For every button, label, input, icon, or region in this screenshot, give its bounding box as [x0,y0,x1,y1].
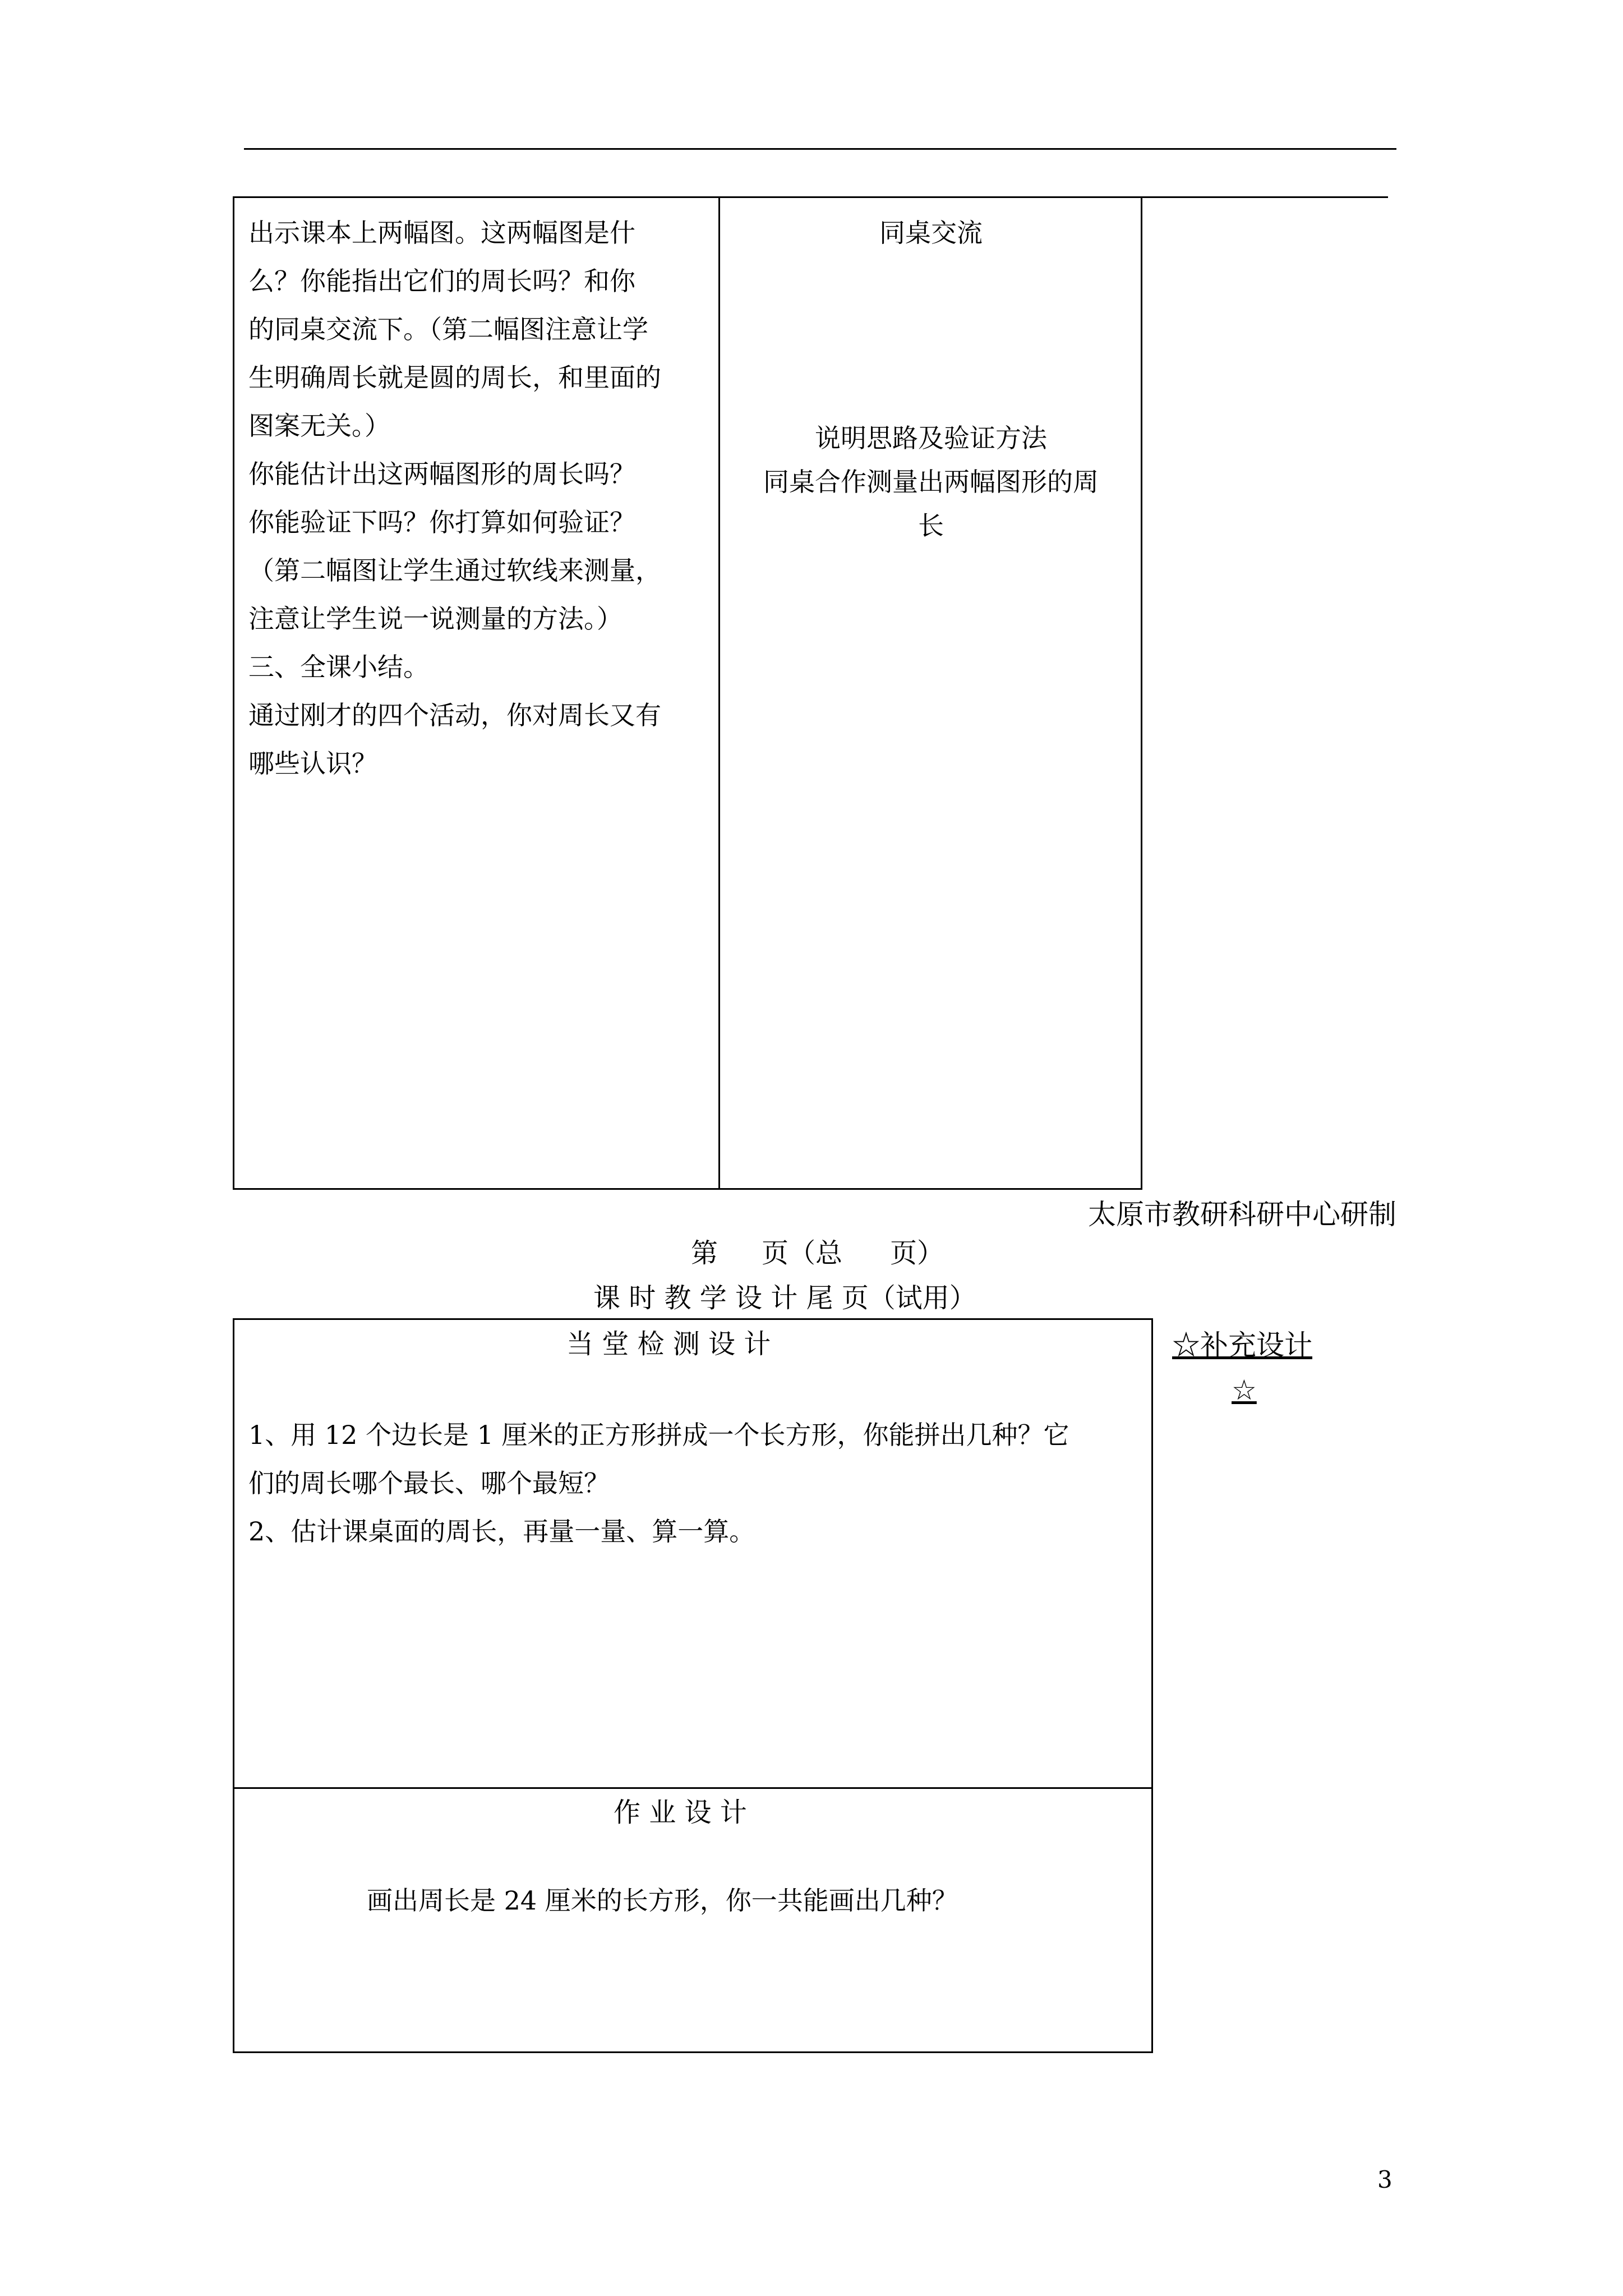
bottom-table-middle [233,1787,1153,1789]
question-line: 2、估计课桌面的周长，再量一量、算一算。 [248,1516,755,1547]
top-table-middle-first: 同桌交流 [879,218,983,248]
top-table-left-border [233,196,234,1189]
left-line: 通过刚才的四个活动，你对周长又有 [248,700,661,730]
page-count-di: 第 [691,1237,718,1269]
left-line: 你能验证下吗？你打算如何验证？ [248,507,635,537]
top-table-bottom-border [233,1188,1142,1190]
left-line: 注意让学生说一说测量的方法。） [248,604,623,634]
middle-line: 说明思路及验证方法 [815,423,1047,453]
left-line: 三、全课小结。 [248,652,429,682]
test-design-questions [248,1411,1069,1556]
top-table-divider-1 [718,196,720,1189]
section-title: 课 时 教 学 设 计 尾 页（试用） [593,1282,976,1314]
page-count-close: 页） [890,1237,944,1269]
left-line: 生明确周长就是圆的周长，和里面的 [248,362,661,393]
test-design-heading: 当 堂 检 测 设 计 [566,1328,771,1360]
left-line: 出示课本上两幅图。这两幅图是什 [248,218,635,248]
header-rule [244,148,1396,150]
left-line: 的同桌交流下。（第二幅图注意让学 [248,314,648,344]
top-table-middle-cell [723,414,1138,550]
middle-line: 同桌合作测量出两幅图形的周 [763,467,1099,497]
left-line: （第二幅图让学生通过软线来测量， [248,555,661,586]
homework-text: 画出周长是 24 厘米的长方形，你一共能画出几种？ [367,1885,958,1916]
bottom-table-bottom [233,2051,1153,2053]
top-table-top-border [233,196,1388,198]
left-line: 么？你能指出它们的周长吗？和你 [248,266,635,296]
bottom-table-right [1151,1318,1153,2053]
question-line: 们的周长哪个最长、哪个最短？ [248,1468,610,1498]
homework-heading: 作 业 设 计 [614,1797,747,1828]
bottom-table-top [233,1318,1153,1320]
question-line: 1、用 12 个边长是 1 厘米的正方形拼成一个长方形，你能拼出几种？它 [248,1420,1069,1450]
middle-line: 长 [918,510,944,541]
page-count-zong: 页（总 [762,1237,843,1269]
bottom-table-left [233,1318,234,2053]
left-line: 图案无关。） [248,411,390,441]
supplement-star: ☆ [1232,1374,1257,1406]
page-number: 3 [1377,2166,1393,2193]
left-line: 你能估计出这两幅图形的周长吗？ [248,459,635,489]
credit-text: 太原市教研科研中心研制 [1088,1198,1396,1231]
top-table-divider-2 [1141,196,1142,1189]
left-line: 哪些认识？ [248,748,377,779]
supplement-design-label: ☆补充设计 [1172,1329,1312,1361]
top-table-left-cell [248,209,661,788]
